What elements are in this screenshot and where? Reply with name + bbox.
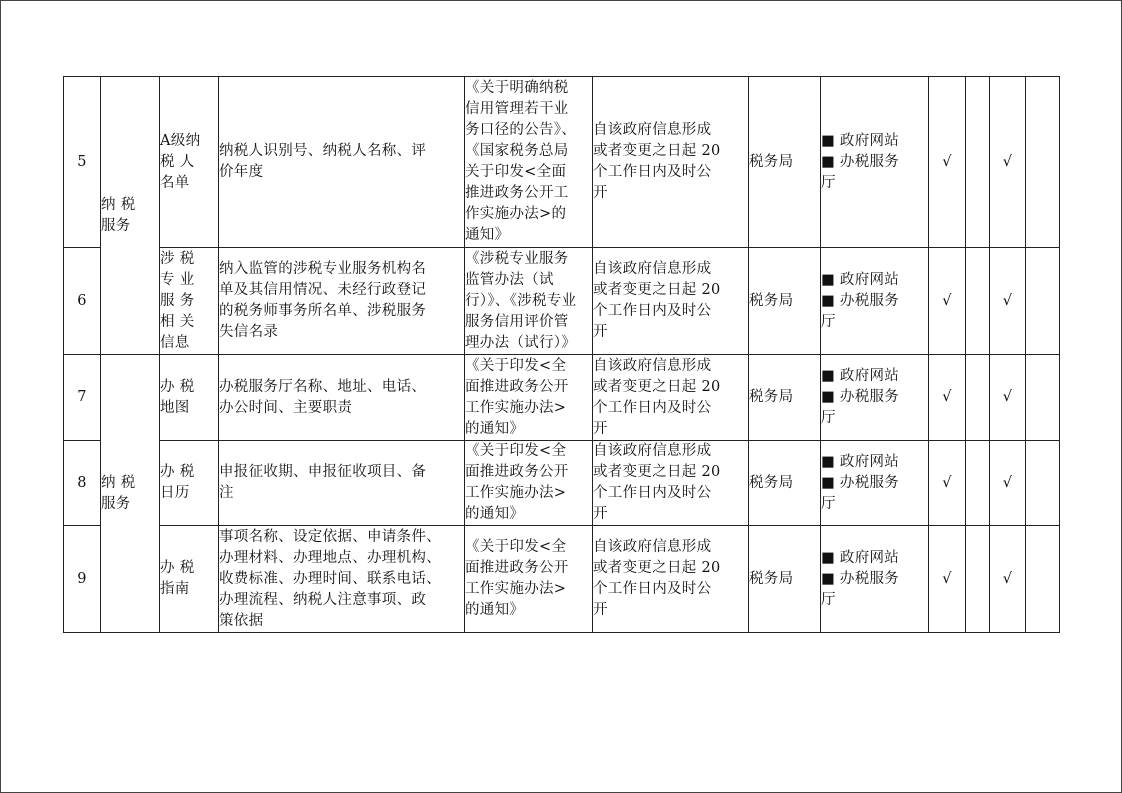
row-number: 6 (64, 248, 101, 355)
empty-mark (966, 526, 990, 633)
empty-mark (966, 355, 990, 441)
table-row (64, 441, 1060, 526)
table-row (64, 355, 1060, 441)
legal-basis: 《关于明确纳税 信用管理若干业 务口径的公告》、 《国家税务总局 关于印发<全面 推进政务公开工 作实施办法>的 通知》 (465, 77, 593, 248)
legal-basis: 《关于印发<全 面推进政务公开 工作实施办法> 的通知》 (465, 355, 593, 441)
row-number: 5 (64, 77, 101, 248)
item-content: 事项名称、设定依据、申请条件、 办理材料、办理地点、办理机构、 收费标准、办理时间、联系电话、 办理流程、纳税人注意事项、政 策依据 (219, 526, 465, 633)
check-mark: √ (929, 77, 966, 248)
row-number: 7 (64, 355, 101, 441)
item-content: 纳入监管的涉税专业服务机构名 单及其信用情况、未经行政登记 的税务师事务所名单、涉税服务 失信名录 (219, 248, 465, 355)
check-mark: √ (929, 248, 966, 355)
disclosure-subject: 税务局 (749, 441, 821, 526)
check-mark: √ (990, 77, 1026, 248)
disclosure-subject: 税务局 (749, 355, 821, 441)
item-name: 办 税 指南 (160, 526, 219, 633)
empty-mark (1026, 77, 1060, 248)
item-name: A级纳 税 人 名单 (160, 77, 219, 248)
category-cell: 纳 税 服务 (101, 355, 160, 633)
disclosure-channels: ■ 政府网站 ■ 办税服务 厅 (821, 77, 929, 248)
empty-mark (1026, 441, 1060, 526)
item-name: 涉 税 专 业 服 务 相 关 信息 (160, 248, 219, 355)
item-name: 办 税 日历 (160, 441, 219, 526)
check-mark: √ (990, 526, 1026, 633)
legal-basis: 《关于印发<全 面推进政务公开 工作实施办法> 的通知》 (465, 441, 593, 526)
disclosure-time: 自该政府信息形成 或者变更之日起 20 个工作日内及时公 开 (593, 441, 749, 526)
item-content: 办税服务厅名称、地址、电话、 办公时间、主要职责 (219, 355, 465, 441)
disclosure-subject: 税务局 (749, 248, 821, 355)
check-mark: √ (990, 248, 1026, 355)
disclosure-time: 自该政府信息形成 或者变更之日起 20 个工作日内及时公 开 (593, 526, 749, 633)
check-mark: √ (929, 526, 966, 633)
empty-mark (966, 248, 990, 355)
item-name: 办 税 地图 (160, 355, 219, 441)
disclosure-table (63, 76, 1060, 633)
check-mark: √ (929, 355, 966, 441)
disclosure-time: 自该政府信息形成 或者变更之日起 20 个工作日内及时公 开 (593, 355, 749, 441)
empty-mark (966, 77, 990, 248)
disclosure-time: 自该政府信息形成 或者变更之日起 20 个工作日内及时公 开 (593, 248, 749, 355)
empty-mark (966, 441, 990, 526)
table-row (64, 77, 1060, 248)
empty-mark (1026, 355, 1060, 441)
empty-mark (1026, 526, 1060, 633)
check-mark: √ (990, 441, 1026, 526)
disclosure-subject: 税务局 (749, 77, 821, 248)
item-content: 申报征收期、申报征收项目、备 注 (219, 441, 465, 526)
disclosure-subject: 税务局 (749, 526, 821, 633)
row-number: 8 (64, 441, 101, 526)
check-mark: √ (990, 355, 1026, 441)
empty-mark (1026, 248, 1060, 355)
table-row (64, 526, 1060, 633)
table-row (64, 248, 1060, 355)
check-mark: √ (929, 441, 966, 526)
item-content: 纳税人识别号、纳税人名称、评 价年度 (219, 77, 465, 248)
legal-basis: 《涉税专业服务 监管办法（试 行）》、《涉税专业 服务信用评价管 理办法（试行）》 (465, 248, 593, 355)
legal-basis: 《关于印发<全 面推进政务公开 工作实施办法> 的通知》 (465, 526, 593, 633)
disclosure-channels: ■ 政府网站 ■ 办税服务 厅 (821, 441, 929, 526)
disclosure-channels: ■ 政府网站 ■ 办税服务 厅 (821, 248, 929, 355)
disclosure-channels: ■ 政府网站 ■ 办税服务 厅 (821, 355, 929, 441)
row-number: 9 (64, 526, 101, 633)
disclosure-time: 自该政府信息形成 或者变更之日起 20 个工作日内及时公 开 (593, 77, 749, 248)
disclosure-channels: ■ 政府网站 ■ 办税服务 厅 (821, 526, 929, 633)
category-cell: 纳 税 服务 (101, 77, 160, 355)
